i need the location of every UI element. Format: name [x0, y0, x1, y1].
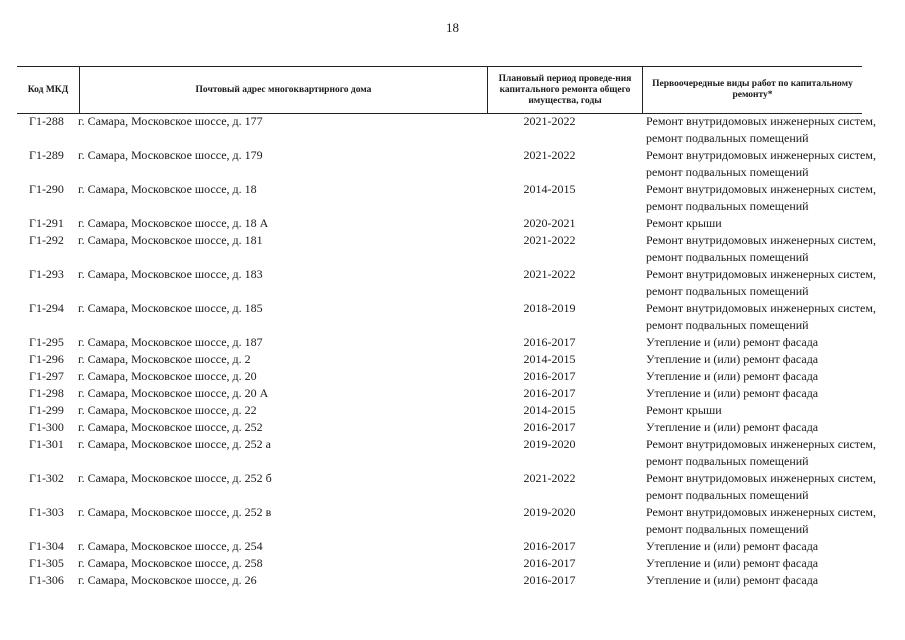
cell-works [646, 368, 818, 385]
table-header [17, 66, 862, 114]
cell-code: Г1-305 [29, 556, 64, 570]
works-line: ремонт подвальных помещений [646, 454, 809, 468]
works-line: Утепление и (или) ремонт фасада [646, 539, 819, 553]
table-row [17, 537, 877, 554]
cell-period: 2016-2017 [523, 539, 576, 553]
header-address: Почтовый адрес многоквартирного дома [195, 84, 372, 95]
works-line: ремонт подвальных помещений [646, 199, 809, 213]
cell-period: 2021-2022 [523, 471, 576, 485]
works-line: Утепление и (или) ремонт фасада [646, 335, 819, 349]
cell-period: 2020-2021 [523, 216, 576, 230]
cell-period: 2016-2017 [523, 420, 576, 434]
cell-code: Г1-297 [29, 369, 64, 383]
works-line: ремонт подвальных помещений [646, 522, 809, 536]
cell-period: 2019-2020 [523, 505, 576, 519]
table-body [17, 112, 877, 588]
cell-address: г. Самара, Московское шоссе, д. 185 [78, 301, 263, 315]
works-line: Ремонт крыши [646, 216, 722, 230]
table-row [17, 231, 877, 265]
table-row [17, 112, 877, 146]
works-line: Ремонт внутридомовых инженерных систем, [646, 267, 876, 281]
cell-works [646, 385, 818, 402]
cell-code: Г1-301 [29, 437, 64, 451]
cell-address: г. Самара, Московское шоссе, д. 183 [78, 267, 263, 281]
cell-works [646, 232, 876, 266]
table-row [17, 333, 877, 350]
cell-works [646, 436, 876, 470]
table-row [17, 469, 877, 503]
cell-period: 2016-2017 [523, 386, 576, 400]
cell-code: Г1-291 [29, 216, 64, 230]
cell-address: г. Самара, Московское шоссе, д. 179 [78, 148, 263, 162]
cell-code: Г1-294 [29, 301, 64, 315]
cell-period: 2014-2015 [523, 182, 576, 196]
works-line: Ремонт внутридомовых инженерных систем, [646, 148, 876, 162]
cell-works [646, 181, 876, 215]
cell-period: 2019-2020 [523, 437, 576, 451]
cell-code: Г1-289 [29, 148, 64, 162]
works-line: Утепление и (или) ремонт фасада [646, 369, 819, 383]
cell-address: г. Самара, Московское шоссе, д. 252 б [78, 471, 272, 485]
works-line: Ремонт крыши [646, 403, 722, 417]
cell-period: 2016-2017 [523, 573, 576, 587]
cell-address: г. Самара, Московское шоссе, д. 187 [78, 335, 263, 349]
table-row [17, 503, 877, 537]
cell-works [646, 504, 876, 538]
cell-works [646, 538, 818, 555]
cell-works [646, 215, 722, 232]
cell-code: Г1-292 [29, 233, 64, 247]
cell-code: Г1-288 [29, 114, 64, 128]
table-row [17, 180, 877, 214]
cell-period: 2014-2015 [523, 352, 576, 366]
cell-code: Г1-293 [29, 267, 64, 281]
cell-works [646, 147, 876, 181]
cell-address: г. Самара, Московское шоссе, д. 254 [78, 539, 263, 553]
cell-code: Г1-302 [29, 471, 64, 485]
cell-address: г. Самара, Московское шоссе, д. 20 [78, 369, 257, 383]
works-line: ремонт подвальных помещений [646, 284, 809, 298]
works-line: Ремонт внутридомовых инженерных систем, [646, 471, 876, 485]
cell-period: 2016-2017 [523, 335, 576, 349]
cell-works [646, 555, 818, 572]
cell-period: 2021-2022 [523, 114, 576, 128]
table-row [17, 214, 877, 231]
header-works: Первоочередные виды работ по капитальному ремонту* [652, 79, 853, 100]
cell-code: Г1-295 [29, 335, 64, 349]
cell-address: г. Самара, Московское шоссе, д. 252 а [78, 437, 271, 451]
cell-address: г. Самара, Московское шоссе, д. 18 А [78, 216, 269, 230]
works-line: Ремонт внутридомовых инженерных систем, [646, 114, 876, 128]
cell-works [646, 470, 876, 504]
works-line: Утепление и (или) ремонт фасада [646, 556, 819, 570]
cell-address: г. Самара, Московское шоссе, д. 22 [78, 403, 257, 417]
cell-works [646, 113, 876, 147]
cell-period: 2021-2022 [523, 148, 576, 162]
cell-code: Г1-304 [29, 539, 64, 553]
cell-code: Г1-298 [29, 386, 64, 400]
works-line: ремонт подвальных помещений [646, 131, 809, 145]
cell-code: Г1-296 [29, 352, 64, 366]
cell-works [646, 351, 818, 368]
cell-address: г. Самара, Московское шоссе, д. 18 [78, 182, 257, 196]
cell-period: 2021-2022 [523, 233, 576, 247]
header-period: Плановый период проведе-ния капитального ремонта общего имущества, годы [498, 73, 632, 106]
cell-address: г. Самара, Московское шоссе, д. 26 [78, 573, 257, 587]
cell-period: 2016-2017 [523, 556, 576, 570]
works-line: Утепление и (или) ремонт фасада [646, 352, 819, 366]
cell-works [646, 300, 876, 334]
table-row [17, 571, 877, 588]
table-row [17, 299, 877, 333]
table-row [17, 367, 877, 384]
works-line: Ремонт внутридомовых инженерных систем, [646, 437, 876, 451]
works-line: Утепление и (или) ремонт фасада [646, 386, 819, 400]
header-code: Код МКД [27, 84, 69, 95]
table-row [17, 265, 877, 299]
cell-code: Г1-303 [29, 505, 64, 519]
works-line: Ремонт внутридомовых инженерных систем, [646, 301, 876, 315]
works-line: ремонт подвальных помещений [646, 250, 809, 264]
table-row [17, 146, 877, 180]
table-row [17, 350, 877, 367]
cell-period: 2014-2015 [523, 403, 576, 417]
cell-works [646, 572, 818, 589]
works-line: ремонт подвальных помещений [646, 318, 809, 332]
works-line: Ремонт внутридомовых инженерных систем, [646, 505, 876, 519]
works-line: Утепление и (или) ремонт фасада [646, 420, 819, 434]
cell-address: г. Самара, Московское шоссе, д. 177 [78, 114, 263, 128]
table-row [17, 401, 877, 418]
table-row [17, 384, 877, 401]
cell-code: Г1-300 [29, 420, 64, 434]
table-row [17, 554, 877, 571]
page-number: 18 [446, 20, 459, 35]
works-line: ремонт подвальных помещений [646, 165, 809, 179]
works-line: Утепление и (или) ремонт фасада [646, 573, 819, 587]
cell-address: г. Самара, Московское шоссе, д. 20 А [78, 386, 269, 400]
cell-works [646, 402, 722, 419]
cell-works [646, 266, 876, 300]
works-line: Ремонт внутридомовых инженерных систем, [646, 182, 876, 196]
cell-address: г. Самара, Московское шоссе, д. 181 [78, 233, 263, 247]
table-row [17, 435, 877, 469]
works-line: ремонт подвальных помещений [646, 488, 809, 502]
cell-period: 2016-2017 [523, 369, 576, 383]
cell-period: 2018-2019 [523, 301, 576, 315]
table-row [17, 418, 877, 435]
cell-code: Г1-290 [29, 182, 64, 196]
cell-works [646, 419, 818, 436]
cell-code: Г1-306 [29, 573, 64, 587]
cell-address: г. Самара, Московское шоссе, д. 252 [78, 420, 263, 434]
cell-address: г. Самара, Московское шоссе, д. 258 [78, 556, 263, 570]
cell-address: г. Самара, Московское шоссе, д. 252 в [78, 505, 272, 519]
cell-period: 2021-2022 [523, 267, 576, 281]
cell-code: Г1-299 [29, 403, 64, 417]
cell-works [646, 334, 818, 351]
works-line: Ремонт внутридомовых инженерных систем, [646, 233, 876, 247]
cell-address: г. Самара, Московское шоссе, д. 2 [78, 352, 251, 366]
